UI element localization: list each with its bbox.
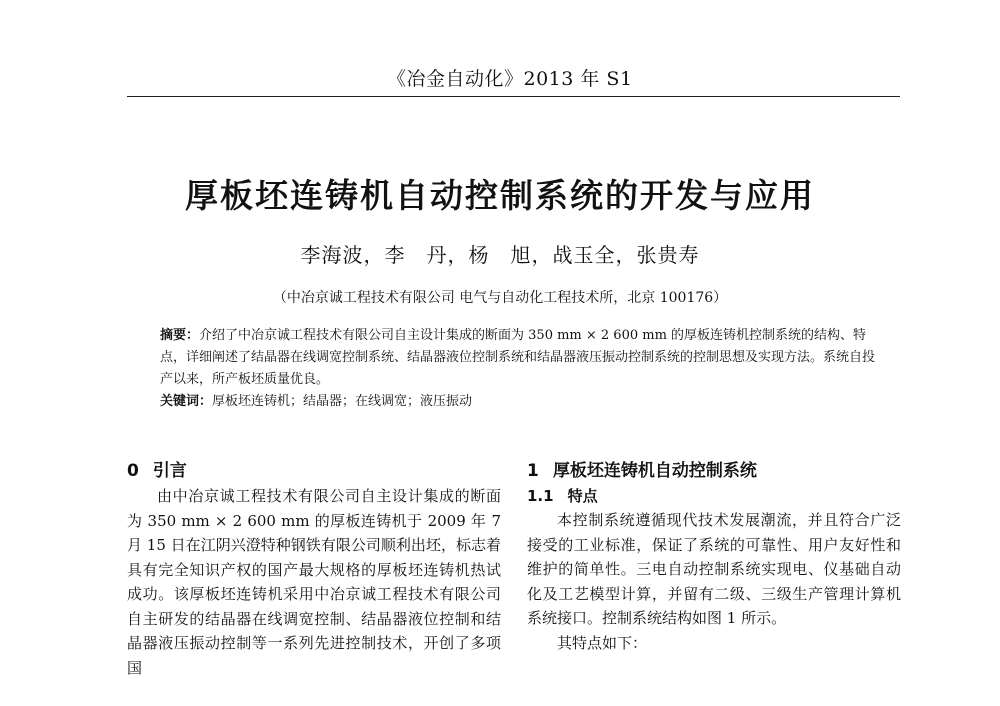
section-number: 0 [127, 461, 139, 481]
abstract-text: 介绍了中冶京诚工程技术有限公司自主设计集成的断面为 350 mm × 2 600 mm 的厚板连铸机控制系统的结构、特点，详细阐述了结晶器在线调宽控制系统、结晶器液位控制系统和结晶器液压振动控制系统的控制思想及实现方法。系统自投产以来，所产板坯质量优良。 [160, 328, 876, 387]
subsection-number: 1.1 [527, 487, 554, 505]
right-column [527, 458, 901, 655]
affiliation: （中冶京诚工程技术有限公司 电气与自动化工程技术所，北京 100176） [272, 290, 728, 306]
section-heading-intro [127, 458, 501, 484]
abstract [160, 325, 880, 391]
subsection-heading-features [527, 484, 901, 508]
header-rule [127, 96, 900, 97]
section-number: 1 [527, 461, 539, 481]
features-list-intro: 其特点如下： [557, 633, 648, 652]
abstract-label: 摘要： [160, 328, 200, 343]
abstract-block [160, 325, 880, 413]
keywords-text: 厚板坯连铸机；结晶器；在线调宽；液压振动 [212, 394, 473, 409]
features-paragraph: 本控制系统遵循现代技术发展潮流，并且符合广泛接受的工业标准，保证了系统的可靠性、用户友好性和维护的简单性。三电自动控制系统实现电、仪基础自动化及工艺模型计算，并留有二级、三级生产管理计算机系统接口。控制系统结构如图 1 所示。 [527, 511, 901, 627]
paper-title: 厚板坯连铸机自动控制系统的开发与应用 [185, 176, 815, 215]
keywords-label: 关键词： [160, 394, 213, 409]
section-heading-system [527, 458, 901, 484]
journal-header: 《冶金自动化》2013 年 S1 [387, 68, 633, 90]
section-title: 引言 [152, 461, 187, 481]
intro-paragraph: 由中冶京诚工程技术有限公司自主设计集成的断面为 350 mm × 2 600 mm 的厚板连铸机于 2009 年 7 月 15 日在江阴兴澄特种钢铁有限公司顺利出坯，标志着具有完全知识产权的国产最大规格的厚板坯连铸机热试成功。该厚板坯连铸机采用中冶京诚工程技术有限公司自主研发的结晶器在线调宽控制、结晶器液位控制和结晶器液压振动控制等一系列先进控制技术，开创了多项国 [127, 487, 501, 677]
keywords [160, 391, 880, 413]
left-column [127, 458, 501, 680]
authors: 李海波，李 丹，杨 旭，战玉全，张贵寿 [300, 243, 700, 267]
section-title: 厚板坯连铸机自动控制系统 [552, 461, 757, 481]
subsection-title: 特点 [567, 487, 598, 505]
